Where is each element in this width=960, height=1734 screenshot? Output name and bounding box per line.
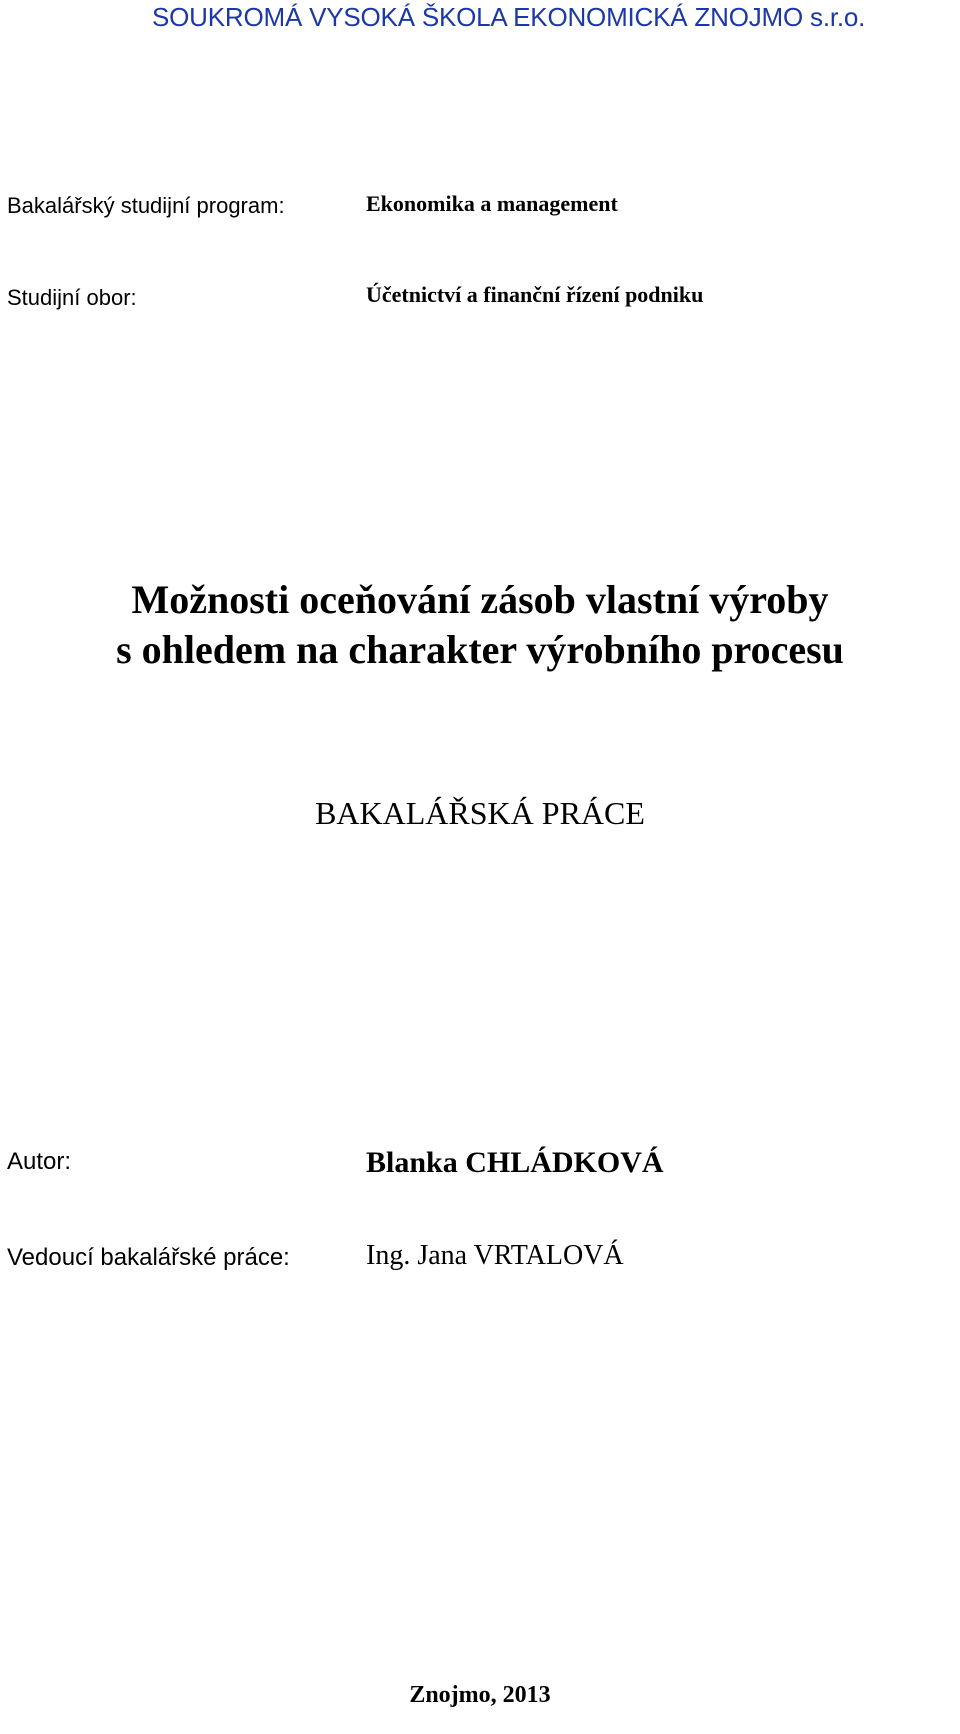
- study-program-value: Ekonomika a management: [366, 191, 618, 216]
- study-program-label: Bakalářský studijní program:: [7, 193, 285, 218]
- author-label: Autor:: [7, 1148, 72, 1175]
- study-field-label: Studijní obor:: [7, 285, 137, 310]
- school-name: SOUKROMÁ VYSOKÁ ŠKOLA EKONOMICKÁ ZNOJMO s.r.o.: [152, 2, 866, 32]
- author-name: Blanka CHLÁDKOVÁ: [366, 1146, 664, 1179]
- supervisor-label: Vedoucí bakalářské práce:: [7, 1244, 290, 1271]
- thesis-title-line-1: Možnosti oceňování zásob vlastní výroby: [131, 577, 829, 622]
- thesis-type: BAKALÁŘSKÁ PRÁCE: [315, 795, 645, 831]
- study-field-value: Účetnictví a finanční řízení podniku: [366, 282, 704, 307]
- thesis-title-line-2: s ohledem na charakter výrobního procesu: [116, 627, 844, 672]
- place-and-year: Znojmo, 2013: [409, 1682, 551, 1708]
- supervisor-name: Ing. Jana VRTALOVÁ: [366, 1240, 624, 1271]
- thesis-title: [0, 575, 960, 675]
